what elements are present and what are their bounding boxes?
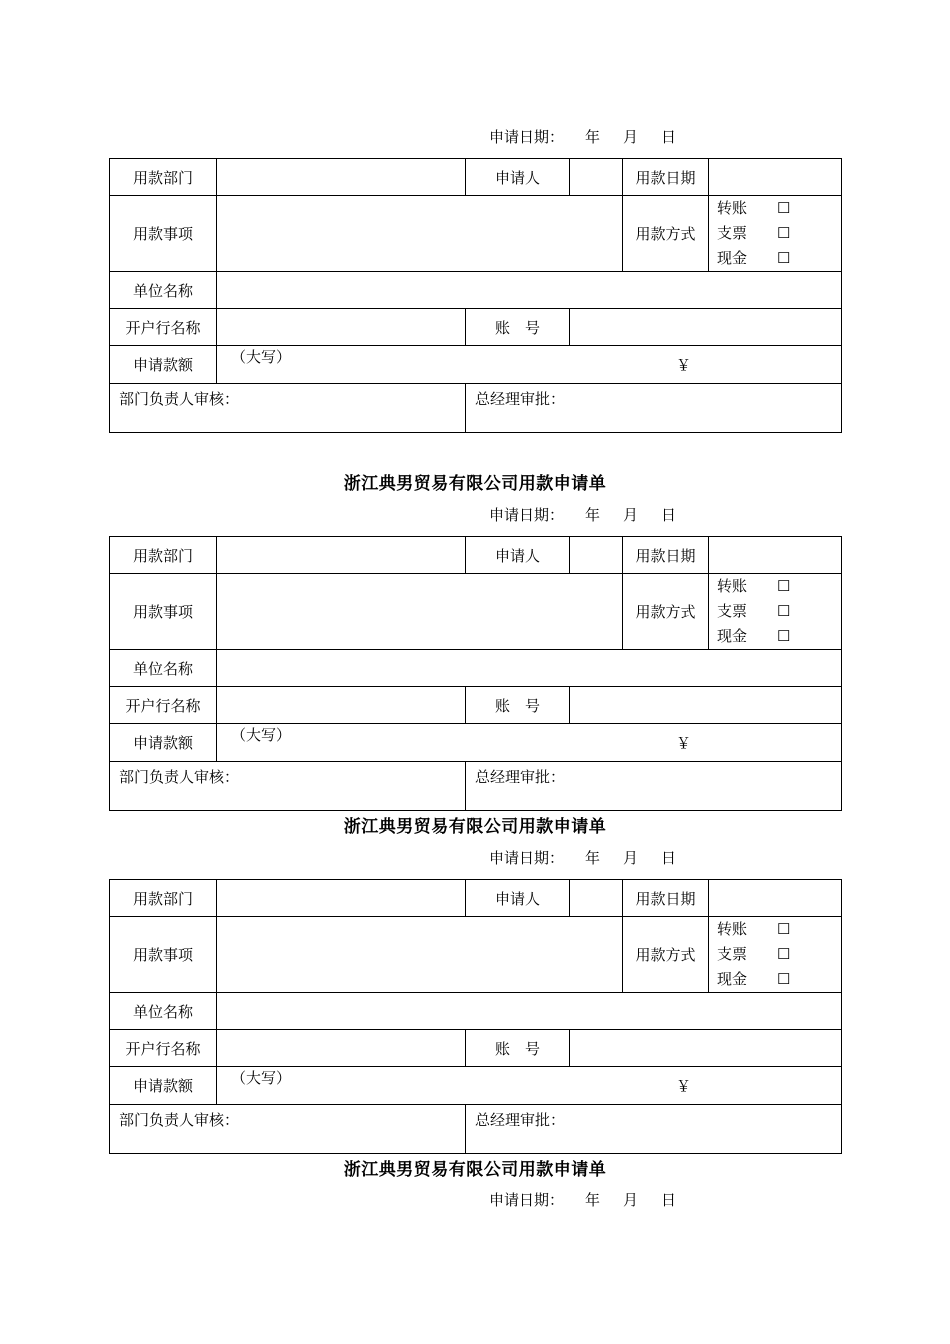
date-day: 日 — [661, 506, 677, 524]
payment-options — [709, 196, 842, 272]
account-label: 账 号 — [466, 1030, 570, 1067]
date-label: 申请日期： — [489, 1191, 565, 1209]
yen-symbol: ￥ — [676, 1077, 692, 1095]
unit-field[interactable] — [217, 993, 842, 1030]
date-line — [489, 504, 676, 525]
gm-approval[interactable]: 总经理审批： — [466, 384, 842, 433]
form-title: 浙江典男贸易有限公司用款申请单 — [343, 817, 607, 837]
checkbox[interactable]: ☐ — [777, 224, 791, 242]
unit-field[interactable] — [217, 650, 842, 687]
option-transfer[interactable]: 转账 ☐ — [717, 577, 791, 595]
matter-label: 用款事项 — [110, 917, 217, 993]
checkbox[interactable]: ☐ — [777, 249, 791, 267]
option-check[interactable]: 支票 ☐ — [717, 945, 791, 963]
dept-head-approval[interactable]: 部门负责人审核： — [110, 762, 466, 811]
applicant-field[interactable] — [570, 880, 623, 917]
date-year: 年 — [585, 1191, 601, 1209]
yen-symbol: ￥ — [676, 734, 692, 752]
payment-options — [709, 917, 842, 993]
checkbox[interactable]: ☐ — [777, 199, 791, 217]
date-label: 申请日期： — [489, 506, 565, 524]
account-field[interactable] — [570, 1030, 842, 1067]
matter-label: 用款事项 — [110, 196, 217, 272]
checkbox[interactable]: ☐ — [777, 577, 791, 595]
option-transfer[interactable]: 转账 ☐ — [717, 199, 791, 217]
payment-request-form — [109, 158, 842, 433]
amount-field[interactable] — [217, 1067, 842, 1105]
amount-field[interactable] — [217, 724, 842, 762]
uppercase-label: （大写） — [231, 1069, 292, 1087]
date-month: 月 — [623, 1191, 639, 1209]
date-day: 日 — [661, 849, 677, 867]
checkbox[interactable]: ☐ — [777, 945, 791, 963]
amount-label: 申请款额 — [110, 346, 217, 384]
method-label: 用款方式 — [623, 574, 709, 650]
applicant-field[interactable] — [570, 537, 623, 574]
date-day: 日 — [661, 1191, 677, 1209]
uppercase-label: （大写） — [231, 726, 292, 744]
date-month: 月 — [623, 849, 639, 867]
option-cash[interactable]: 现金 ☐ — [717, 627, 791, 645]
unit-label: 单位名称 — [110, 993, 217, 1030]
checkbox[interactable]: ☐ — [777, 970, 791, 988]
date-line — [489, 847, 676, 868]
date-line — [489, 1189, 676, 1210]
option-check[interactable]: 支票 ☐ — [717, 224, 791, 242]
payment-request-form — [109, 536, 842, 811]
account-label: 账 号 — [466, 309, 570, 346]
amount-label: 申请款额 — [110, 1067, 217, 1105]
uppercase-label: （大写） — [231, 348, 292, 366]
bank-label: 开户行名称 — [110, 309, 217, 346]
method-label: 用款方式 — [623, 196, 709, 272]
applicant-label: 申请人 — [466, 537, 570, 574]
account-field[interactable] — [570, 687, 842, 724]
dept-label: 用款部门 — [110, 159, 217, 196]
checkbox[interactable]: ☐ — [777, 920, 791, 938]
yen-symbol: ￥ — [676, 356, 692, 374]
checkbox[interactable]: ☐ — [777, 627, 791, 645]
date-line — [489, 126, 676, 147]
date-month: 月 — [623, 506, 639, 524]
date-month: 月 — [623, 128, 639, 146]
applicant-field[interactable] — [570, 159, 623, 196]
method-label: 用款方式 — [623, 917, 709, 993]
use-date-field[interactable] — [709, 537, 842, 574]
matter-field[interactable] — [217, 574, 623, 650]
amount-label: 申请款额 — [110, 724, 217, 762]
option-cash[interactable]: 现金 ☐ — [717, 970, 791, 988]
dept-field[interactable] — [217, 880, 466, 917]
form-title: 浙江典男贸易有限公司用款申请单 — [343, 1160, 607, 1180]
dept-head-approval[interactable]: 部门负责人审核： — [110, 384, 466, 433]
amount-field[interactable] — [217, 346, 842, 384]
option-cash[interactable]: 现金 ☐ — [717, 249, 791, 267]
bank-field[interactable] — [217, 687, 466, 724]
dept-field[interactable] — [217, 537, 466, 574]
matter-field[interactable] — [217, 917, 623, 993]
account-label: 账 号 — [466, 687, 570, 724]
applicant-label: 申请人 — [466, 880, 570, 917]
dept-field[interactable] — [217, 159, 466, 196]
use-date-label: 用款日期 — [623, 880, 709, 917]
date-label: 申请日期： — [489, 128, 565, 146]
form-title: 浙江典男贸易有限公司用款申请单 — [343, 474, 607, 494]
date-label: 申请日期： — [489, 849, 565, 867]
bank-label: 开户行名称 — [110, 687, 217, 724]
use-date-label: 用款日期 — [623, 537, 709, 574]
gm-approval[interactable]: 总经理审批： — [466, 1105, 842, 1154]
date-day: 日 — [661, 128, 677, 146]
bank-field[interactable] — [217, 1030, 466, 1067]
applicant-label: 申请人 — [466, 159, 570, 196]
bank-label: 开户行名称 — [110, 1030, 217, 1067]
use-date-field[interactable] — [709, 159, 842, 196]
dept-head-approval[interactable]: 部门负责人审核： — [110, 1105, 466, 1154]
matter-field[interactable] — [217, 196, 623, 272]
date-year: 年 — [585, 128, 601, 146]
matter-label: 用款事项 — [110, 574, 217, 650]
unit-label: 单位名称 — [110, 650, 217, 687]
unit-field[interactable] — [217, 272, 842, 309]
account-field[interactable] — [570, 309, 842, 346]
dept-label: 用款部门 — [110, 537, 217, 574]
use-date-label: 用款日期 — [623, 159, 709, 196]
use-date-field[interactable] — [709, 880, 842, 917]
date-year: 年 — [585, 506, 601, 524]
gm-approval[interactable]: 总经理审批： — [466, 762, 842, 811]
bank-field[interactable] — [217, 309, 466, 346]
payment-request-form — [109, 879, 842, 1154]
dept-label: 用款部门 — [110, 880, 217, 917]
unit-label: 单位名称 — [110, 272, 217, 309]
checkbox[interactable]: ☐ — [777, 602, 791, 620]
payment-options — [709, 574, 842, 650]
option-transfer[interactable]: 转账 ☐ — [717, 920, 791, 938]
date-year: 年 — [585, 849, 601, 867]
option-check[interactable]: 支票 ☐ — [717, 602, 791, 620]
